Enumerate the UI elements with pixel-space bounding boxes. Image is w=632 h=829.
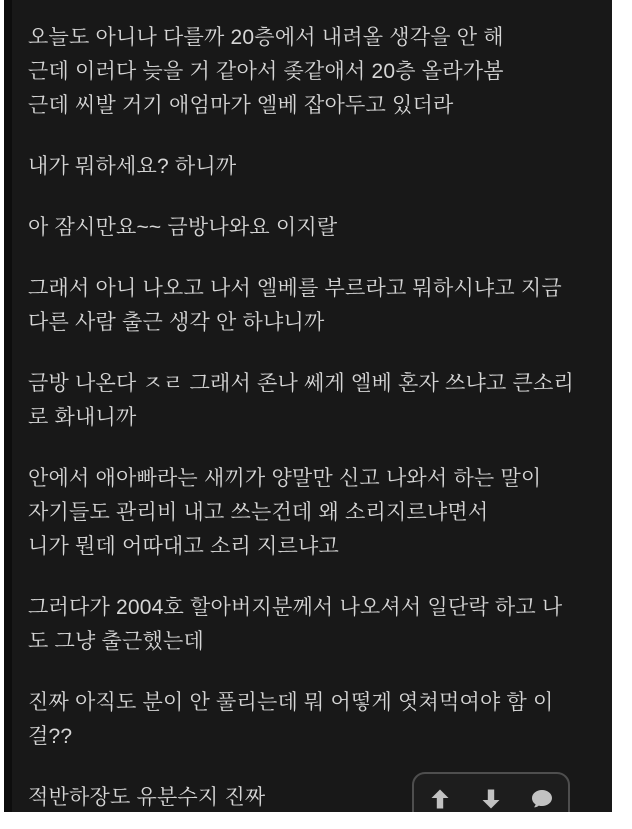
post-line: 걸?? [28, 725, 73, 748]
comment-button[interactable] [529, 787, 555, 812]
post-paragraph [28, 591, 594, 659]
post-line: 자기들도 관리비 내고 쓰는건데 왜 소리지르냐면서 [28, 501, 489, 524]
post-line: 그러다가 2004호 할아버지분께서 나오셔서 일단락 하고 나 [28, 596, 563, 619]
post-line: 금방 나온다 ㅈㄹ 그래서 존나 쎄게 엘베 혼자 쓰냐고 큰소리 [28, 372, 574, 395]
upvote-arrow-icon [428, 787, 452, 813]
post-line: 아 잠시만요~~ 금방나와요 이지랄 [28, 216, 338, 239]
downvote-button[interactable] [478, 787, 504, 812]
post-line: 도 그냥 출근했는데 [28, 630, 204, 653]
post-line: 니가 뭔데 어따대고 소리 지르냐고 [28, 535, 339, 558]
post-paragraph [28, 272, 594, 340]
upvote-button[interactable] [427, 787, 453, 812]
post-line: 안에서 애아빠라는 새끼가 양말만 신고 나와서 하는 말이 [28, 467, 542, 490]
post-line: 진짜 아직도 분이 안 풀리는데 뭐 어떻게 엿쳐먹여야 함 이 [28, 691, 554, 714]
post-paragraph [28, 462, 594, 564]
post-line: 로 화내니까 [28, 406, 137, 429]
post-content [12, 0, 612, 812]
post-body-panel [4, 0, 612, 812]
post-line: 그래서 아니 나오고 나서 엘베를 부르라고 뭐하시냐고 지금 [28, 277, 562, 300]
post-paragraph [28, 21, 594, 123]
post-line: 내가 뭐하세요? 하니까 [28, 155, 237, 178]
post-paragraph [28, 367, 594, 435]
post-paragraph [28, 150, 594, 184]
post-line: 다른 사람 출근 생각 안 하냐니까 [28, 311, 325, 334]
post-line: 근데 씨발 거기 애엄마가 엘베 잡아두고 있더라 [28, 94, 454, 117]
comment-bubble-icon [530, 787, 554, 813]
post-paragraph [28, 686, 594, 754]
post-line: 적반하장도 유분수지 진짜 [28, 786, 266, 809]
post-line: 오늘도 아니나 다를까 20층에서 내려올 생각을 안 해 [28, 26, 504, 49]
post-line: 근데 이러다 늦을 거 같아서 좆같애서 20층 올라가봄 [28, 60, 504, 83]
post-paragraph [28, 211, 594, 245]
post-action-bar [412, 772, 570, 812]
downvote-arrow-icon [479, 787, 503, 813]
